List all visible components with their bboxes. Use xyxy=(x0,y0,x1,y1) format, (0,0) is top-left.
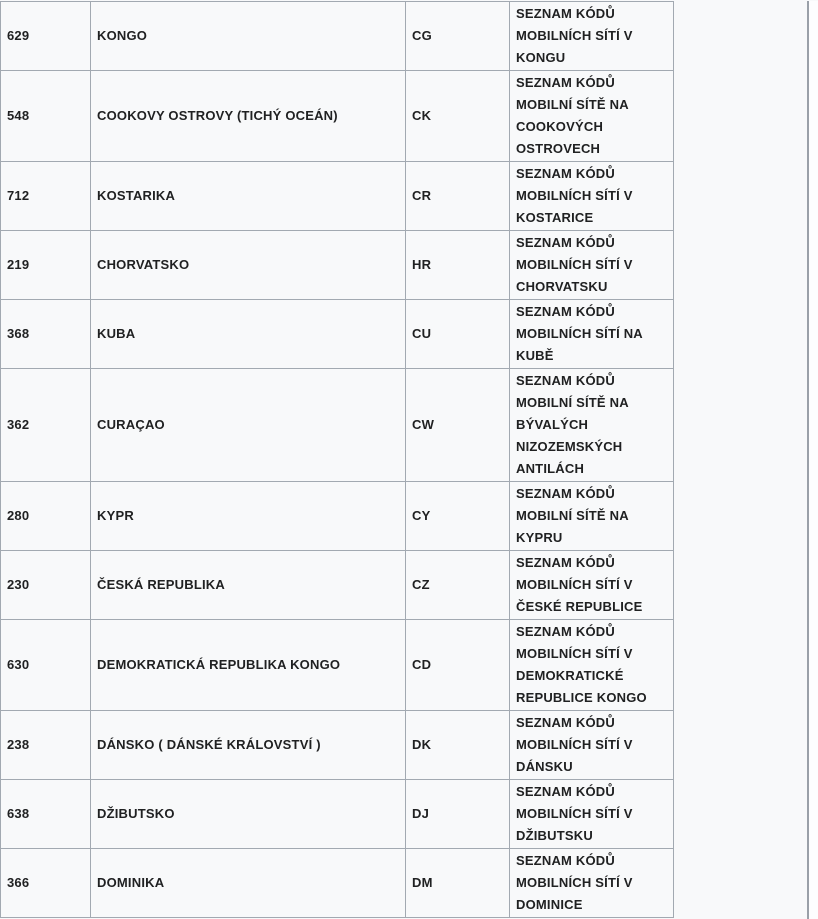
mcc-value: 230 xyxy=(7,577,30,592)
iso-cell xyxy=(406,551,510,620)
mcc-cell xyxy=(1,780,91,849)
mcc-value: 368 xyxy=(7,326,30,341)
iso-code: CY xyxy=(412,508,431,523)
country-name: DOMINIKA xyxy=(97,875,165,890)
network-list-cell xyxy=(510,231,674,300)
mcc-cell xyxy=(1,711,91,780)
iso-code: CU xyxy=(412,326,432,341)
iso-cell xyxy=(406,780,510,849)
mcc-value: 238 xyxy=(7,737,30,752)
mcc-table xyxy=(0,1,674,918)
network-list-link[interactable]: SEZNAM KÓDŮ MOBILNÍ SÍTĚ NA BÝVALÝCH NIZOZEMSKÝCH ANTILÁCH xyxy=(516,373,629,476)
country-name: ČESKÁ REPUBLIKA xyxy=(97,577,225,592)
iso-code: CK xyxy=(412,108,432,123)
country-cell xyxy=(91,711,406,780)
network-list-link[interactable]: SEZNAM KÓDŮ MOBILNÍCH SÍTÍ V DEMOKRATICKÉ REPUBLICE KONGO xyxy=(516,624,647,705)
country-name: KYPR xyxy=(97,508,134,523)
country-name: DEMOKRATICKÁ REPUBLIKA KONGO xyxy=(97,657,341,672)
network-list-cell xyxy=(510,711,674,780)
table-row xyxy=(1,231,674,300)
iso-cell xyxy=(406,2,510,71)
network-list-link[interactable]: SEZNAM KÓDŮ MOBILNÍCH SÍTÍ V KOSTARICE xyxy=(516,166,633,225)
country-name: COOKOVY OSTROVY (TICHÝ OCEÁN) xyxy=(97,108,338,123)
iso-cell xyxy=(406,231,510,300)
country-cell xyxy=(91,231,406,300)
iso-code: HR xyxy=(412,257,432,272)
iso-cell xyxy=(406,162,510,231)
mcc-cell xyxy=(1,2,91,71)
country-name: CURAÇAO xyxy=(97,417,165,432)
country-cell xyxy=(91,300,406,369)
iso-cell xyxy=(406,711,510,780)
country-name: DÁNSKO ( DÁNSKÉ KRÁLOVSTVÍ ) xyxy=(97,737,321,752)
iso-code: CD xyxy=(412,657,432,672)
table-row xyxy=(1,162,674,231)
mcc-cell xyxy=(1,300,91,369)
iso-code: CG xyxy=(412,28,432,43)
network-list-cell xyxy=(510,780,674,849)
network-list-link[interactable]: SEZNAM KÓDŮ MOBILNÍCH SÍTÍ V DŽIBUTSKU xyxy=(516,784,633,843)
iso-cell xyxy=(406,482,510,551)
mcc-value: 548 xyxy=(7,108,30,123)
right-gutter xyxy=(809,1,818,919)
network-list-cell xyxy=(510,300,674,369)
network-list-cell xyxy=(510,551,674,620)
iso-code: DK xyxy=(412,737,432,752)
network-list-cell xyxy=(510,620,674,711)
table-row xyxy=(1,551,674,620)
country-name: CHORVATSKO xyxy=(97,257,190,272)
table-row xyxy=(1,482,674,551)
mcc-cell xyxy=(1,71,91,162)
iso-cell xyxy=(406,620,510,711)
mcc-table-body xyxy=(1,2,674,918)
mcc-cell xyxy=(1,551,91,620)
network-list-cell xyxy=(510,2,674,71)
table-row xyxy=(1,300,674,369)
table-row xyxy=(1,369,674,482)
network-list-link[interactable]: SEZNAM KÓDŮ MOBILNÍ SÍTĚ NA KYPRU xyxy=(516,486,629,545)
table-row xyxy=(1,711,674,780)
mcc-cell xyxy=(1,482,91,551)
mcc-value: 629 xyxy=(7,28,30,43)
country-cell xyxy=(91,2,406,71)
mcc-cell xyxy=(1,620,91,711)
country-cell xyxy=(91,551,406,620)
table-row xyxy=(1,780,674,849)
network-list-cell xyxy=(510,369,674,482)
table-row xyxy=(1,71,674,162)
page xyxy=(0,1,818,919)
network-list-cell xyxy=(510,162,674,231)
country-name: KUBA xyxy=(97,326,136,341)
network-list-link[interactable]: SEZNAM KÓDŮ MOBILNÍCH SÍTÍ V CHORVATSKU xyxy=(516,235,633,294)
country-cell xyxy=(91,482,406,551)
iso-code: CZ xyxy=(412,577,430,592)
country-name: KOSTARIKA xyxy=(97,188,176,203)
mcc-value: 630 xyxy=(7,657,30,672)
country-cell xyxy=(91,162,406,231)
mcc-value: 712 xyxy=(7,188,30,203)
mcc-value: 366 xyxy=(7,875,30,890)
network-list-link[interactable]: SEZNAM KÓDŮ MOBILNÍCH SÍTÍ NA KUBĚ xyxy=(516,304,643,363)
mcc-cell xyxy=(1,231,91,300)
country-name: KONGO xyxy=(97,28,148,43)
mcc-cell xyxy=(1,849,91,918)
mcc-value: 638 xyxy=(7,806,30,821)
iso-cell xyxy=(406,71,510,162)
country-cell xyxy=(91,71,406,162)
iso-cell xyxy=(406,849,510,918)
iso-code: DM xyxy=(412,875,433,890)
mcc-value: 362 xyxy=(7,417,30,432)
table-row xyxy=(1,620,674,711)
network-list-link[interactable]: SEZNAM KÓDŮ MOBILNÍCH SÍTÍ V ČESKÉ REPUBLICE xyxy=(516,555,643,614)
mcc-cell xyxy=(1,369,91,482)
country-cell xyxy=(91,780,406,849)
network-list-cell xyxy=(510,71,674,162)
network-list-cell xyxy=(510,482,674,551)
network-list-link[interactable]: SEZNAM KÓDŮ MOBILNÍCH SÍTÍ V DOMINICE xyxy=(516,853,633,912)
table-row xyxy=(1,2,674,71)
iso-code: CW xyxy=(412,417,435,432)
network-list-link[interactable]: SEZNAM KÓDŮ MOBILNÍCH SÍTÍ V DÁNSKU xyxy=(516,715,633,774)
iso-code: DJ xyxy=(412,806,430,821)
mcc-value: 280 xyxy=(7,508,30,523)
network-list-link[interactable]: SEZNAM KÓDŮ MOBILNÍ SÍTĚ NA COOKOVÝCH OSTROVECH xyxy=(516,75,629,156)
iso-cell xyxy=(406,300,510,369)
mcc-value: 219 xyxy=(7,257,30,272)
iso-code: CR xyxy=(412,188,432,203)
country-cell xyxy=(91,369,406,482)
network-list-cell xyxy=(510,849,674,918)
table-row xyxy=(1,849,674,918)
iso-cell xyxy=(406,369,510,482)
country-name: DŽIBUTSKO xyxy=(97,806,175,821)
network-list-link[interactable]: SEZNAM KÓDŮ MOBILNÍCH SÍTÍ V KONGU xyxy=(516,6,633,65)
country-cell xyxy=(91,620,406,711)
country-cell xyxy=(91,849,406,918)
mcc-cell xyxy=(1,162,91,231)
